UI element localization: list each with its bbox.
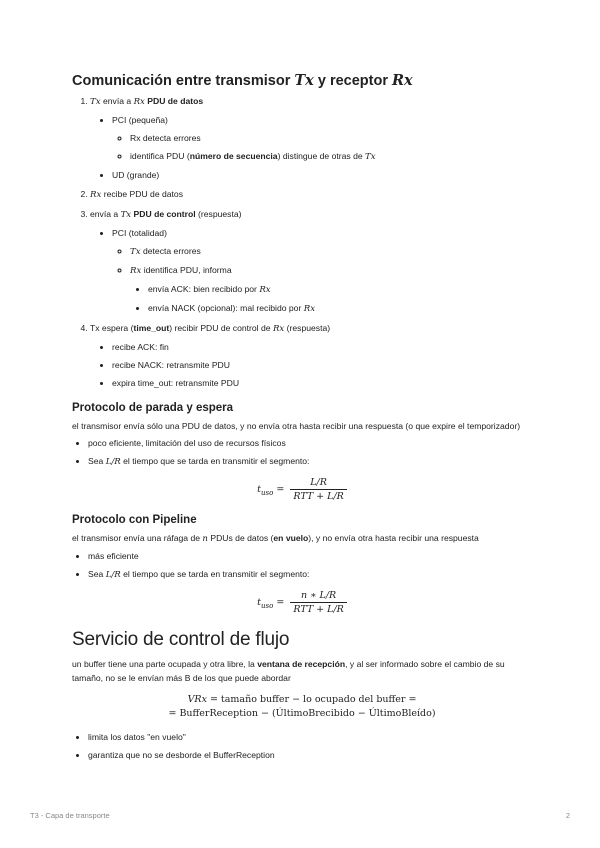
step-1-sublist <box>90 114 532 182</box>
list-item: • recibe NACK: retransmite PDU <box>112 359 532 372</box>
pipeline-formula: $t_{uso}$ = $\frac{n ∗ L/R}{\text{RTT + L/R}}$ <box>72 590 532 615</box>
list-item: ◦ Rx detecta errores <box>130 132 532 145</box>
step-3: 3. envía a Tx PDU de control (respuesta) • PCI (totalidad) ◦ Tx detecta errores ◦ Rx identifica PDU, informa • envía ACK: bien recibido por Rx • envía NACK (opcional): mal recibido por Rx <box>90 208 532 316</box>
list-item: • más eficiente <box>88 550 532 563</box>
math-tx: Tx <box>294 72 314 89</box>
title-text: y receptor <box>313 73 392 89</box>
pipeline-description: el transmisor envía una ráfaga de n PDUs de datos (en vuelo), y no envía otra hasta recibir una respuesta <box>72 533 479 544</box>
list-item: • Sea L/R el tiempo que se tarda en transmitir el segmento: <box>88 568 532 582</box>
list-item: • UD (grande) <box>112 169 532 182</box>
step-1: 1. Tx envía a Rx PDU de datos • PCI (pequeña) ◦ Rx detecta errores ◦ identifica PDU (número de secuencia) distingue de otras de Tx • UD (grande) <box>90 95 532 182</box>
page-number: 2 <box>565 811 570 820</box>
section-title-stop-and-wait: Protocolo de parada y espera <box>72 402 234 414</box>
list-item: • PCI (totalidad) ◦ Tx detecta errores ◦ Rx identifica PDU, informa • envía ACK: bien recibido por Rx • envía NACK (opcional): mal recibido por Rx <box>112 227 532 316</box>
step-4-sublist <box>90 341 532 390</box>
pipeline-list <box>72 550 532 582</box>
list-item: • envía ACK: bien recibido por Rx <box>148 283 532 297</box>
step-4: 4. Tx espera (time_out) recibir PDU de control de Rx (respuesta) • recibe ACK: fin • recibe NACK: retransmite PDU • expira time_out: retransmite PDU <box>90 322 532 390</box>
stop-and-wait-list <box>72 437 532 469</box>
communication-steps-list <box>72 95 532 390</box>
page-content <box>72 60 532 767</box>
fraction: $\frac{n ∗ L/R}{\text{RTT + L/R}}$ <box>290 590 347 615</box>
section-title-flow-control: Servicio de control de flujo <box>72 629 290 650</box>
flow-control-formula: VRx = tamaño buffer − lo ocupado del buffer = = BufferReception − (ÚltimoBrecibido − ÚltimoBleído) <box>168 694 436 719</box>
list-item: • Sea L/R el tiempo que se tarda en transmitir el segmento: <box>88 455 532 469</box>
list-item: ◦ identifica PDU (número de secuencia) distingue de otras de Tx <box>130 150 532 164</box>
list-item: • expira time_out: retransmite PDU <box>112 377 532 390</box>
list-item: • garantiza que no se desborde el BufferReception <box>88 749 532 762</box>
step-3-sublist <box>90 227 532 316</box>
flow-control-description: un buffer tiene una parte ocupada y otra libre, la ventana de recepción, y al ser informado sobre el cambio de su tamaño, no se le envían más B de los que puede abordar <box>72 659 505 683</box>
math-rx: Rx <box>392 72 413 89</box>
stop-and-wait-description: el transmisor envía sólo una PDU de datos, y no envía otra hasta recibir una respuesta (o que expire el temporizador) <box>72 421 521 431</box>
section-title-communication <box>72 72 532 89</box>
list-item: • recibe ACK: fin <box>112 341 532 354</box>
footer-title: T3 - Capa de transporte <box>30 811 110 820</box>
flow-control-list <box>72 731 532 762</box>
list-item: ◦ Rx identifica PDU, informa • envía ACK: bien recibido por Rx • envía NACK (opcional): mal recibido por Rx <box>130 264 532 316</box>
list-item: • limita los datos "en vuelo" <box>88 731 532 744</box>
list-item: • envía NACK (opcional): mal recibido por Rx <box>148 302 532 316</box>
fraction: $\frac{L/R}{\text{RTT + L/R}}$ <box>290 477 347 502</box>
section-title-pipeline: Protocolo con Pipeline <box>72 514 197 526</box>
list-item: ◦ Tx detecta errores <box>130 245 532 259</box>
stop-and-wait-formula: $t_{uso}$ = $\frac{L/R}{\text{RTT + L/R}}$ <box>72 477 532 502</box>
page-footer <box>30 811 570 820</box>
list-item: • poco eficiente, limitación del uso de recursos físicos <box>88 437 532 450</box>
title-text: Comunicación entre transmisor <box>72 73 295 89</box>
step-2: 2. Rx recibe PDU de datos <box>90 188 532 202</box>
list-item: • PCI (pequeña) ◦ Rx detecta errores ◦ identifica PDU (número de secuencia) distingue de otras de Tx <box>112 114 532 164</box>
